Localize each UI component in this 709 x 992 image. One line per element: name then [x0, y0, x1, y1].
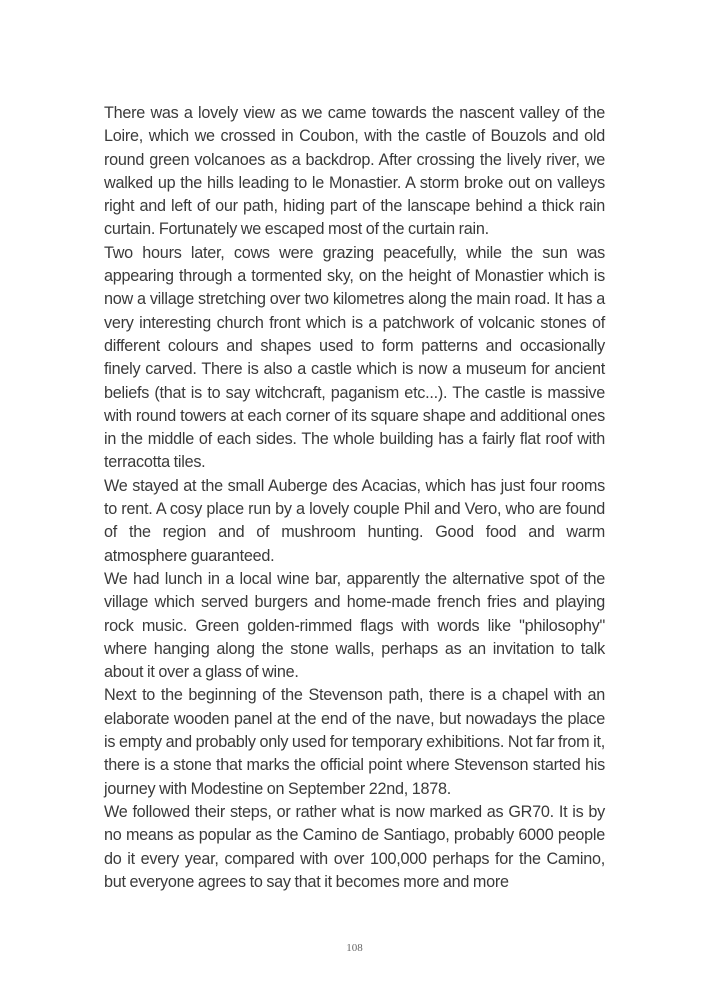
paragraph: Next to the beginning of the Stevenson path, there is a chapel with an elaborate wooden panel at the end of the nave, but nowadays the place is empty and probably only used for temporary exhibitions. Not far from it, there is a stone that marks the official point where Stevenson started his journey with Modestine on September 22nd, 1878.	[104, 686, 605, 798]
page-number: 108	[346, 942, 363, 954]
paragraph: Two hours later, cows were grazing peacefully, while the sun was appearing through a tormented sky, on the height of Monastier which is now a village stretching over two kilometres along the main road. It has a very interesting church front which is a patchwork of volcanic stones of different colours and shapes used to form patterns and occasionally finely carved. There is also a castle which is now a museum for ancient beliefs (that is to say witchcraft, paganism etc...). The castle is massive with round towers at each corner of its square shape and additional ones in the middle of each sides. The whole building has a fairly flat roof with terracotta tiles.	[104, 243, 605, 472]
paragraph: We had lunch in a local wine bar, apparently the alternative spot of the village which served burgers and home-made french fries and playing rock music. Green golden-rimmed flags with words like "philosophy" where hanging along the stone walls, perhaps as an invitation to talk about it over a glass of wine.	[104, 569, 605, 682]
paragraph: We followed their steps, or rather what is now marked as GR70. It is by no means as popular as the Camino de Santiago, probably 6000 people do it every year, compared with over 100,000 perhaps for the Camino, but everyone agrees to say that it becomes more and more	[104, 802, 605, 891]
paragraph: We stayed at the small Auberge des Acacias, which has just four rooms to rent. A cosy place run by a lovely couple Phil and Vero, who are found of the region and of mushroom hunting. Good food and warm atmosphere guaranteed.	[104, 476, 605, 565]
paragraph: There was a lovely view as we came towards the nascent valley of the Loire, which we crossed in Coubon, with the castle of Bouzols and old round green volcanoes as a backdrop. After crossing the lively river, we walked up the hills leading to le Monastier. A storm broke out on valleys right and left of our path, hiding part of the lanscape behind a thick rain curtain. Fortunately we escaped most of the curtain rain.	[104, 104, 605, 239]
body-text	[104, 102, 605, 894]
